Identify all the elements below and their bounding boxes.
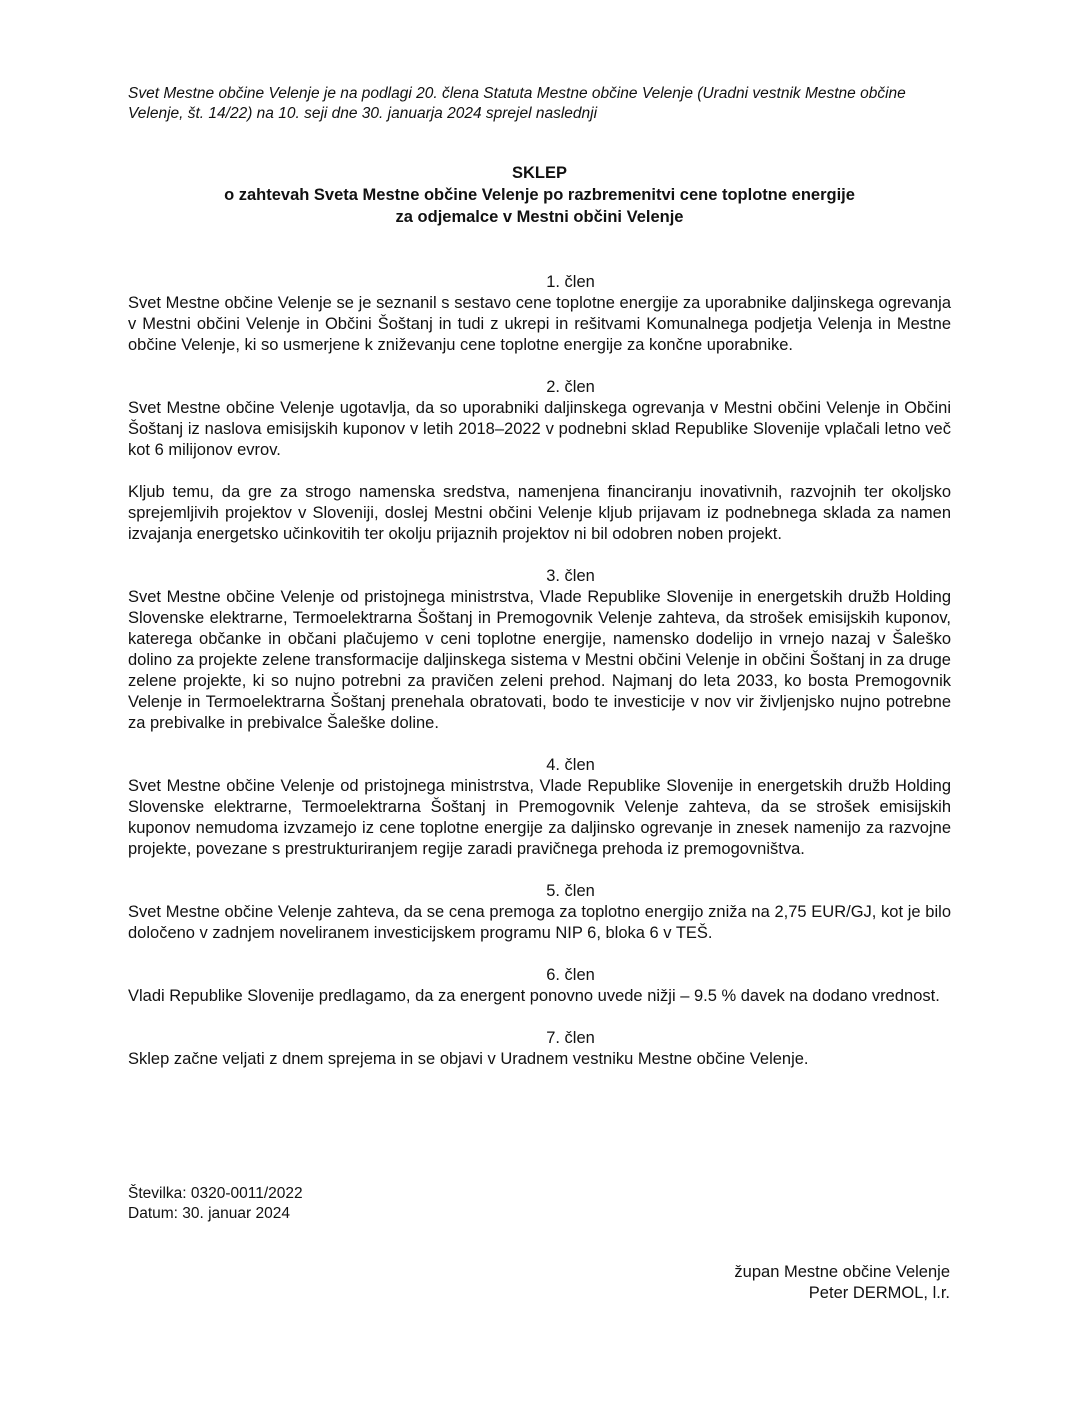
document-title [128, 162, 951, 228]
article-paragraph: Kljub temu, da gre za strogo namenska sredstva, namenjena financiranju inovativnih, razvojnih ter okoljsko sprejemljivih projektov v Sloveniji, doslej Mestni občini Velenje kljub prijavam iz podnebnega sklada za namen izvajanja energetsko učinkovitih ter okolju prijaznih projektov ni bil odobren noben projekt. [128, 483, 951, 543]
signatory-name: Peter DERMOL, l.r. [808, 1284, 950, 1302]
document-meta [128, 1184, 303, 1224]
article-heading: 3. člen [546, 567, 595, 585]
article-paragraph: Svet Mestne občine Velenje ugotavlja, da so uporabniki daljinskega ogrevanja v Mestni občini Velenje in Občini Šoštanj iz naslova emisijskih kuponov v letih 2018–2022 v podnebni sklad Republike Slovenije vplačali letno več kot 6 milijonov evrov. [128, 399, 951, 459]
article-heading: 4. člen [546, 756, 595, 774]
article-heading: 6. člen [546, 966, 595, 984]
article-heading: 1. člen [546, 273, 595, 291]
article-5 [128, 881, 951, 944]
article-6 [128, 965, 951, 1007]
article-paragraph: Vladi Republike Slovenije predlagamo, da za energent ponovno uvede nižji – 9.5 % davek na dodano vrednost. [128, 987, 940, 1005]
article-paragraph: Svet Mestne občine Velenje od pristojnega ministrstva, Vlade Republike Slovenije in energetskih družb Holding Slovenske elektrarne, Termoelektrarna Šoštanj in Premogovnik Velenje zahteva, da se strošek emisijskih kuponov nemudoma izvzamejo iz cene toplotne energije za daljinsko ogrevanje in znesek namenijo za razvojne projekte, povezane s prestrukturiranjem regije zaradi pravičnega prehoda iz premogovništva. [128, 777, 951, 858]
article-paragraph: Sklep začne veljati z dnem sprejema in se objavi v Uradnem vestniku Mestne občine Velenje. [128, 1050, 809, 1068]
title-line-3: za odjemalce v Mestni občini Velenje [395, 208, 684, 226]
article-4 [128, 755, 951, 860]
article-heading: 2. člen [546, 378, 595, 396]
article-7 [128, 1028, 951, 1070]
document-body [128, 84, 951, 1070]
article-paragraph: Svet Mestne občine Velenje se je seznanil s sestavo cene toplotne energije za uporabnike daljinskega ogrevanja v Mestni občini Velenje in Občini Šoštanj in tudi z ukrepi in rešitvami Komunalnega podjetja Velenja in Mestne občine Velenje, ki so usmerjene k zniževanju cene toplotne energije za končne uporabnike. [128, 294, 951, 354]
title-line-1: SKLEP [511, 164, 567, 182]
title-line-2: o zahtevah Sveta Mestne občine Velenje po razbremenitvi cene toplotne energije [224, 186, 855, 204]
signature-block [734, 1262, 950, 1304]
article-heading: 7. člen [546, 1029, 595, 1047]
article-2 [128, 377, 951, 545]
preamble: Svet Mestne občine Velenje je na podlagi 20. člena Statuta Mestne občine Velenje (Uradni vestnik Mestne občine Velenje, št. 14/22) na 10. seji dne 30. januarja 2024 sprejel naslednji [128, 85, 906, 122]
article-3 [128, 566, 951, 734]
article-paragraph: Svet Mestne občine Velenje zahteva, da se cena premoga za toplotno energijo zniža na 2,75 EUR/GJ, kot je bilo določeno v zadnjem noveliranem investicijskem programu NIP 6, bloka 6 v TEŠ. [128, 903, 951, 942]
document-date: Datum: 30. januar 2024 [128, 1205, 290, 1222]
article-heading: 5. člen [546, 882, 595, 900]
article-paragraph: Svet Mestne občine Velenje od pristojnega ministrstva, Vlade Republike Slovenije in energetskih družb Holding Slovenske elektrarne, Termoelektrarna Šoštanj in Premogovnik Velenje zahteva, da strošek emisijskih kuponov, katerega občanke in občani plačujemo v ceni toplotne energije, namensko dodelijo in vrnejo nazaj v Šaleško dolino za projekte zelene transformacije daljinskega sistema v Mestni občini Velenje in občini Šoštanj in za druge zelene projekte, ki so nujno potrebni za pravičen zeleni prehod. Najmanj do leta 2033, ko bosta Premogovnik Velenje in Termoelektrarna Šoštanj prenehala obratovati, bodo te investicije v nov vir življenjsko nujno potrebne za prebivalke in prebivalce Šaleške doline. [128, 588, 951, 732]
document-number: Številka: 0320-0011/2022 [128, 1185, 303, 1202]
signatory-title: župan Mestne občine Velenje [734, 1263, 950, 1281]
article-1 [128, 272, 951, 356]
